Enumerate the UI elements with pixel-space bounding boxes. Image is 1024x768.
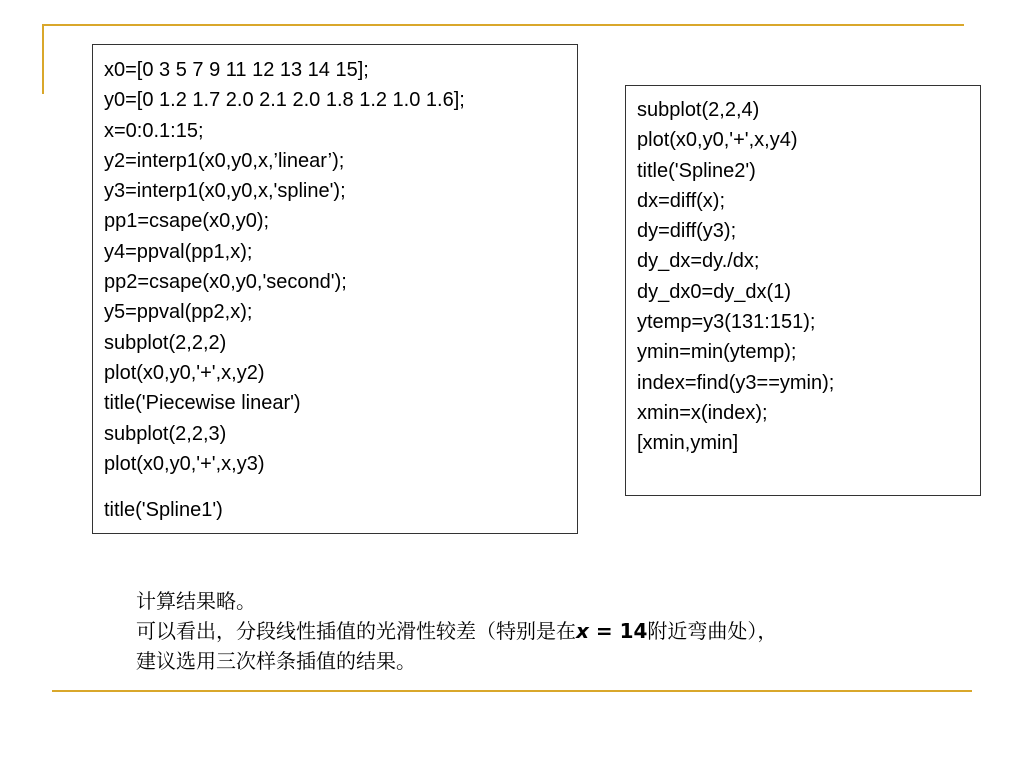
code-line: plot(x0,y0,'+',x,y2) xyxy=(104,361,265,384)
code-line: dy_dx0=dy_dx(1) xyxy=(637,280,791,303)
math-equation: = 14 xyxy=(588,619,648,643)
left-accent-line xyxy=(42,24,44,94)
code-line: y5=ppval(pp2,x); xyxy=(104,301,253,324)
code-line: xmin=x(index); xyxy=(637,401,768,424)
code-line: pp2=csape(x0,y0,'second'); xyxy=(104,271,347,294)
code-line: ymin=min(ytemp); xyxy=(637,341,797,364)
note-line-1: 计算结果略。 xyxy=(136,589,256,613)
note-line-2-after: 附近弯曲处）， xyxy=(647,619,778,643)
conclusion-text xyxy=(136,586,996,676)
code-line: y0=[0 1.2 1.7 2.0 2.1 2.0 1.8 1.2 1.0 1.6]; xyxy=(104,89,465,112)
code-line: subplot(2,2,4) xyxy=(637,99,760,121)
code-line: y3=interp1(x0,y0,x,'spline'); xyxy=(104,180,346,203)
code-line: dy_dx=dy./dx; xyxy=(637,250,760,273)
note-line-2-before: 可以看出，分段线性插值的光滑性较差（特别是在 xyxy=(136,619,576,643)
code-line: dy=diff(y3); xyxy=(637,220,737,243)
code-box-right xyxy=(625,85,981,496)
code-line: x0=[0 3 5 7 9 11 12 13 14 15]; xyxy=(104,59,369,81)
code-line: plot(x0,y0,'+',x,y4) xyxy=(637,129,798,152)
note-line-3: 建议选用三次样条插值的结果。 xyxy=(136,649,416,673)
note-line-2 xyxy=(136,616,996,646)
math-variable: x xyxy=(576,619,589,643)
code-line: ytemp=y3(131:151); xyxy=(637,311,816,334)
code-box-left xyxy=(92,44,578,534)
code-line: title('Spline1') xyxy=(104,499,223,522)
code-line: [xmin,ymin] xyxy=(637,432,739,455)
code-line: pp1=csape(x0,y0); xyxy=(104,210,270,233)
code-line: plot(x0,y0,'+',x,y3) xyxy=(104,452,265,475)
code-line: title('Spline2') xyxy=(637,159,756,182)
bottom-divider-line xyxy=(52,690,972,692)
code-line: y2=interp1(x0,y0,x,’linear’); xyxy=(104,149,345,172)
code-line: x=0:0.1:15; xyxy=(104,119,204,142)
code-line: index=find(y3==ymin); xyxy=(637,371,835,394)
code-line: subplot(2,2,3) xyxy=(104,422,227,445)
code-line: title('Piecewise linear') xyxy=(104,392,301,415)
code-line: y4=ppval(pp1,x); xyxy=(104,240,253,263)
code-line: dx=diff(x); xyxy=(637,189,725,212)
code-line: subplot(2,2,2) xyxy=(104,331,227,354)
top-divider-line xyxy=(42,24,964,26)
